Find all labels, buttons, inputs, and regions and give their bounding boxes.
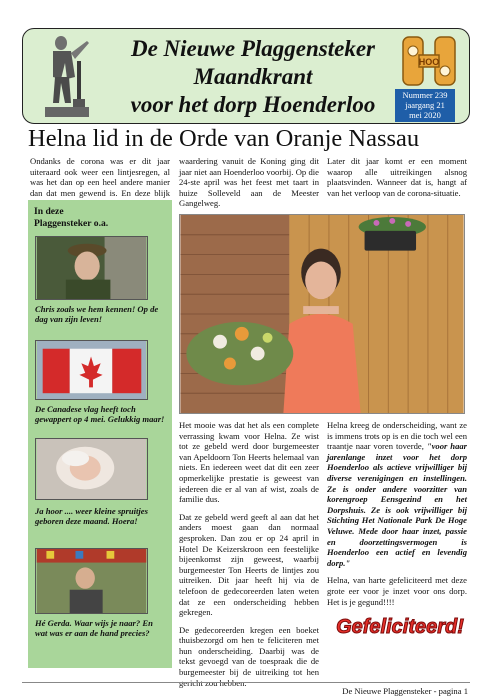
article-paragraph-4	[327, 420, 467, 568]
intro-paragraph-3: Later dit jaar komt er een moment waarop alle uitreikingen alsnog plaatsvinden. Wanneer dat is, hangt af van het verloop van de corona-situatie.	[327, 156, 467, 198]
issue-info-box	[395, 89, 455, 122]
intro-col-right	[327, 156, 467, 205]
sidebar-in-this-issue	[28, 200, 172, 668]
sidebar-caption-2: De Canadese vlag heeft toch gewappert op 4 mei. Gelukkig maar!	[35, 404, 165, 425]
citation-quote: "voor haar jarenlange inzet voor het dorp Hoenderloo als actieve vrijwilliger bij diverse verenigingen en instellingen. Ze is onder andere voorzitter van korengroep Eensgezind en het Dorpshuis. Ze is ook vrijwilliger bij Stichting Het Nationale Park De Hoge Veluwe. Mede door haar inzet, passie en doorzettingsvermogen is Hoenderloo een actief en levendig dorp."	[327, 441, 468, 568]
issue-number: Nummer 239	[402, 90, 448, 100]
sidebar-caption-3: Ja hoor .... weer kleine spruitjes geboren deze maand. Hoera!	[35, 506, 148, 527]
masthead	[22, 28, 470, 124]
hoo-logo	[399, 33, 459, 89]
helna-main-photo	[179, 214, 465, 414]
article-paragraph-2: Dat ze gebeld werd geeft al aan dat het anders moest gaan dan normaal gesproken. Dan zou er op 24 april in Hotel De Keizerskroon een feestelijke bijeenkomst zijn geweest, waarbij burgemeester Ton Heerts de lintjes zou uitreiken. Dit jaar heeft hij via de telefoon de gedecoreerden laten weten dat ze een onderscheiding hebben gekregen.	[179, 511, 319, 618]
canadian-flag-photo	[35, 340, 148, 400]
article-paragraph-5: Helna, van harte gefeliciteerd met deze grote eer voor je inzet voor ons dorp. Het is je gegund!!!!	[327, 575, 467, 607]
gefeliciteerd-banner	[334, 610, 466, 642]
issue-date: mei 2020	[409, 110, 441, 120]
sidebar-caption-4: Hé Gerda. Waar wijs je naar? En wat was er aan de hand precies?	[35, 618, 153, 639]
sidebar-caption-1: Chris zoals we hem kennen! Op de dag van zijn leven!	[35, 304, 159, 325]
gefeliciteerd-text: Gefeliciteerd!	[336, 616, 464, 638]
article-paragraph-4-plain: Helna kreeg de onderscheiding, want ze is immens trots op is en die toch wel een traantje naar voren toverde,	[327, 420, 467, 452]
intro-col-middle	[179, 156, 319, 216]
article-paragraph-3: De gedecoreerden kregen een boeket thuisbezorgd om hen te feliciteren met hun onderscheiding. Daarbij was de tekst gevoegd van de toespraak die de burgemeester bij de uitreiking tot hen gericht zou hebben.	[179, 624, 319, 688]
masthead-title-line2: Maandkrant	[193, 64, 313, 89]
masthead-title-line1: De Nieuwe Plaggensteker	[130, 36, 375, 61]
masthead-title	[103, 35, 403, 119]
issue-year: jaargang 21	[405, 100, 445, 110]
baby-photo	[35, 438, 148, 500]
article-col-right	[327, 420, 467, 614]
sidebar-heading: In deze Plaggensteker o.a.	[34, 206, 109, 229]
intro-paragraph-2: waardering vanuit de Koning ging dit jaar niet aan Hoenderloo voorbij. Op die 24-ste april was het feest met taart in huize Solleveld aan de Meester Gangelweg.	[179, 156, 319, 209]
article-paragraph-1: Het mooie was dat het als een complete verrassing kwam voor Helna. Ze wist tot ze gebeld werd door burgemeester van Apeldoorn Ton Heerts helemaal van niets. En iedereen weet dat dit een zeer opmerkelijke prestatie is geweest van iedereen die er al van af wist, zoals de familie dus.	[179, 420, 319, 505]
headline: Helna lid in de Orde van Oranje Nassau	[28, 125, 420, 152]
plaggensteker-statue-image	[31, 33, 101, 121]
masthead-title-line3: voor het dorp Hoenderloo	[130, 92, 376, 117]
article-col-middle	[179, 420, 319, 695]
chris-photo	[35, 236, 148, 300]
gerda-photo	[35, 548, 148, 614]
logo-letters: HOO	[418, 57, 440, 67]
intro-paragraph-1: Ondanks de corona was er dit jaar uiteraard ook weer een lintjesregen, al was het dan op een heel andere manier dan dat men gewend is. En deze blijk	[30, 156, 170, 198]
page-footer: De Nieuwe Plaggensteker - pagina 1	[22, 682, 470, 697]
